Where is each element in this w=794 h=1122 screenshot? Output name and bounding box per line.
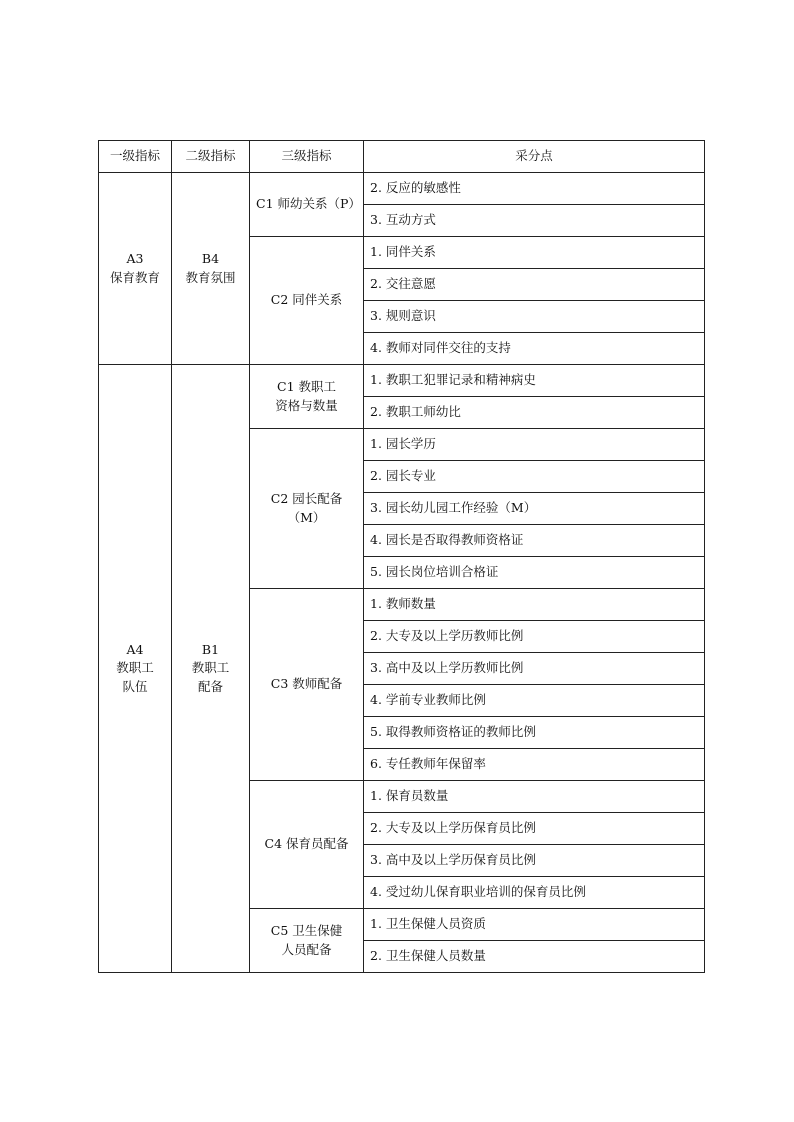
scoring-point: 3. 规则意识: [364, 301, 705, 333]
a4-name-line2: 队伍: [122, 678, 148, 694]
c-label: C1 教职工: [277, 379, 336, 395]
c3-teacher-cell: [250, 589, 364, 781]
a4-code: A4: [126, 642, 144, 658]
c-label: C1 师幼关系（P）: [256, 196, 361, 212]
c-label: C5 卫生保健: [270, 923, 343, 939]
scoring-point: 1. 园长学历: [364, 429, 705, 461]
scoring-point: 4. 园长是否取得教师资格证: [364, 525, 705, 557]
b1-cell: [172, 365, 250, 973]
c1-teacher-child-cell: [250, 173, 364, 237]
header-row: [99, 141, 705, 173]
b1-name-line2: 配备: [197, 678, 223, 694]
header-scoring-points: 采分点: [364, 141, 705, 173]
table-row: [99, 173, 705, 205]
scoring-point: 2. 交往意愿: [364, 269, 705, 301]
scoring-point: 1. 卫生保健人员资质: [364, 909, 705, 941]
scoring-point: 5. 园长岗位培训合格证: [364, 557, 705, 589]
a3-cell: [99, 173, 172, 365]
header-level2: 二级指标: [172, 141, 250, 173]
indicator-table: [98, 140, 705, 973]
scoring-point: 1. 教职工犯罪记录和精神病史: [364, 365, 705, 397]
scoring-point: 3. 高中及以上学历教师比例: [364, 653, 705, 685]
c-label-line2: 资格与数量: [275, 397, 338, 413]
a3-name: 保育教育: [109, 269, 160, 285]
scoring-point: 2. 卫生保健人员数量: [364, 941, 705, 973]
scoring-point: 2. 园长专业: [364, 461, 705, 493]
scoring-point: 4. 学前专业教师比例: [364, 685, 705, 717]
c1-staff-cell: [250, 365, 364, 429]
scoring-point: 5. 取得教师资格证的教师比例: [364, 717, 705, 749]
b4-name: 教育氛围: [185, 269, 236, 285]
a3-code: A3: [126, 251, 144, 267]
a4-name-line1: 教职工: [116, 660, 154, 676]
scoring-point: 1. 同伴关系: [364, 237, 705, 269]
scoring-point: 3. 互动方式: [364, 205, 705, 237]
table-row: [99, 365, 705, 397]
c2-peer-cell: [250, 237, 364, 365]
scoring-point: 3. 高中及以上学历保育员比例: [364, 845, 705, 877]
c4-caregiver-cell: [250, 781, 364, 909]
b1-code: B1: [201, 642, 220, 658]
scoring-point: 2. 大专及以上学历教师比例: [364, 621, 705, 653]
scoring-point: 3. 园长幼儿园工作经验（M）: [364, 493, 705, 525]
scoring-point: 6. 专任教师年保留率: [364, 749, 705, 781]
scoring-point: 2. 大专及以上学历保育员比例: [364, 813, 705, 845]
c2-director-cell: [250, 429, 364, 589]
c5-health-cell: [250, 909, 364, 973]
c-label-line2: 人员配备: [281, 941, 332, 957]
a4-cell: [99, 365, 172, 973]
header-level1: 一级指标: [99, 141, 172, 173]
scoring-point: 4. 受过幼儿保育职业培训的保育员比例: [364, 877, 705, 909]
c-label: C2 园长配备（M）: [270, 491, 343, 525]
scoring-point: 2. 反应的敏感性: [364, 173, 705, 205]
scoring-point: 4. 教师对同伴交往的支持: [364, 333, 705, 365]
c-label: C3 教师配备: [270, 676, 343, 692]
c-label: C4 保育员配备: [264, 836, 349, 852]
b4-code: B4: [201, 251, 220, 267]
scoring-point: 2. 教职工师幼比: [364, 397, 705, 429]
header-level3: 三级指标: [250, 141, 364, 173]
scoring-point: 1. 教师数量: [364, 589, 705, 621]
b4-cell: [172, 173, 250, 365]
scoring-point: 1. 保育员数量: [364, 781, 705, 813]
b1-name-line1: 教职工: [191, 660, 230, 676]
c-label: C2 同伴关系: [270, 292, 343, 308]
